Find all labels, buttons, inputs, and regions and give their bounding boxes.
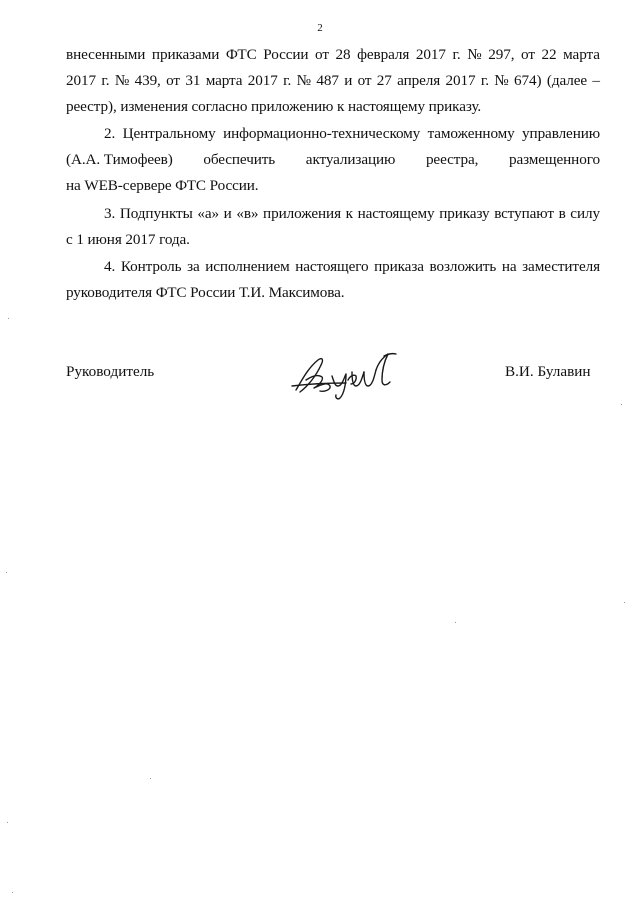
signature-block <box>0 350 640 410</box>
word: от <box>166 72 180 89</box>
scan-speck <box>8 318 9 319</box>
word: № <box>114 72 130 89</box>
word: таможенному <box>427 125 515 142</box>
word: России <box>263 46 309 63</box>
word: № <box>494 72 509 89</box>
paragraph-1-line-1 <box>66 45 600 65</box>
paragraph-4-line-1 <box>104 257 600 277</box>
paragraph-2-line-1 <box>104 124 600 144</box>
word: возложить <box>429 258 497 275</box>
scan-speck <box>624 602 625 603</box>
word: к <box>345 205 353 222</box>
word: информационно-техническому <box>223 125 421 142</box>
page-number: 2 <box>317 22 323 34</box>
scan-speck <box>12 892 13 893</box>
word: 2017 <box>66 72 96 89</box>
signatory-name: В.И. Булавин <box>505 363 591 380</box>
word: (далее <box>546 72 587 89</box>
word: 22 <box>541 46 557 63</box>
signatory-title: Руководитель <box>66 363 155 380</box>
word: № <box>467 46 482 63</box>
word: февраля <box>357 46 410 63</box>
word: – <box>592 72 600 89</box>
word: (А.А. Тимофеев) <box>66 151 173 168</box>
paragraph-3-line-2: с 1 июня 2017 года. <box>66 231 190 248</box>
word: на <box>501 258 517 275</box>
paragraph-1-line-2 <box>66 71 600 91</box>
word: Контроль <box>120 258 182 275</box>
word: от <box>357 72 372 89</box>
word: 2017 <box>247 72 278 89</box>
paragraph-2-line-3: на WEB-сервере ФТС России. <box>66 177 259 194</box>
paragraph-2-line-2 <box>66 150 600 170</box>
word: приказа <box>374 258 424 275</box>
scan-speck <box>455 622 456 623</box>
word: управлению <box>522 125 600 142</box>
paragraph-1-line-3: реестр), изменения согласно приложению к настоящему приказу. <box>66 98 482 115</box>
paragraph-3-line-1 <box>104 204 600 224</box>
word: г. <box>101 72 110 89</box>
word: приказу <box>439 205 490 222</box>
word: 487 <box>316 72 339 89</box>
scan-speck <box>7 822 8 823</box>
scan-speck <box>621 404 622 405</box>
word: актуализацию <box>305 151 396 168</box>
word: 27 <box>376 72 392 89</box>
word: апреля <box>397 72 441 89</box>
word: 2017 <box>415 46 446 63</box>
word: обеспечить <box>203 151 276 168</box>
word: за <box>187 258 200 275</box>
word: внесенными <box>66 46 146 63</box>
word: «в» <box>236 205 259 222</box>
word: исполнением <box>205 258 290 275</box>
word: г. <box>283 72 292 89</box>
word: от <box>315 46 329 63</box>
scan-speck <box>6 572 7 573</box>
word: от <box>521 46 535 63</box>
word: 3. <box>104 205 116 222</box>
word: в <box>558 205 566 222</box>
word: г. <box>480 72 489 89</box>
word: приказами <box>151 46 220 63</box>
word: 2. <box>104 125 116 142</box>
handwritten-signature <box>288 350 408 400</box>
word: заместителя <box>522 258 600 275</box>
word: настоящего <box>295 258 369 275</box>
word: размещенного <box>508 151 600 168</box>
word: 674) <box>514 72 542 89</box>
word: 31 <box>185 72 201 89</box>
word: 4. <box>104 258 116 275</box>
word: приложения <box>263 205 341 222</box>
word: реестра, <box>425 151 479 168</box>
word: «а» <box>197 205 219 222</box>
word: и <box>344 72 353 89</box>
word: 28 <box>335 46 351 63</box>
word: Центральному <box>122 125 216 142</box>
word: силу <box>570 205 600 222</box>
scan-speck <box>150 778 151 779</box>
word: настоящему <box>357 205 435 222</box>
word: ФТС <box>225 46 257 63</box>
word: 2017 <box>445 72 476 89</box>
word: Подпункты <box>119 205 193 222</box>
word: марта <box>563 46 600 63</box>
word: вступают <box>494 205 554 222</box>
paragraph-4-line-2: руководителя ФТС России Т.И. Максимова. <box>66 284 345 301</box>
word: 439, <box>134 72 161 89</box>
word: и <box>223 205 232 222</box>
word: г. <box>452 46 461 63</box>
word: 297, <box>488 46 515 63</box>
word: марта <box>205 72 243 89</box>
word: № <box>296 72 311 89</box>
